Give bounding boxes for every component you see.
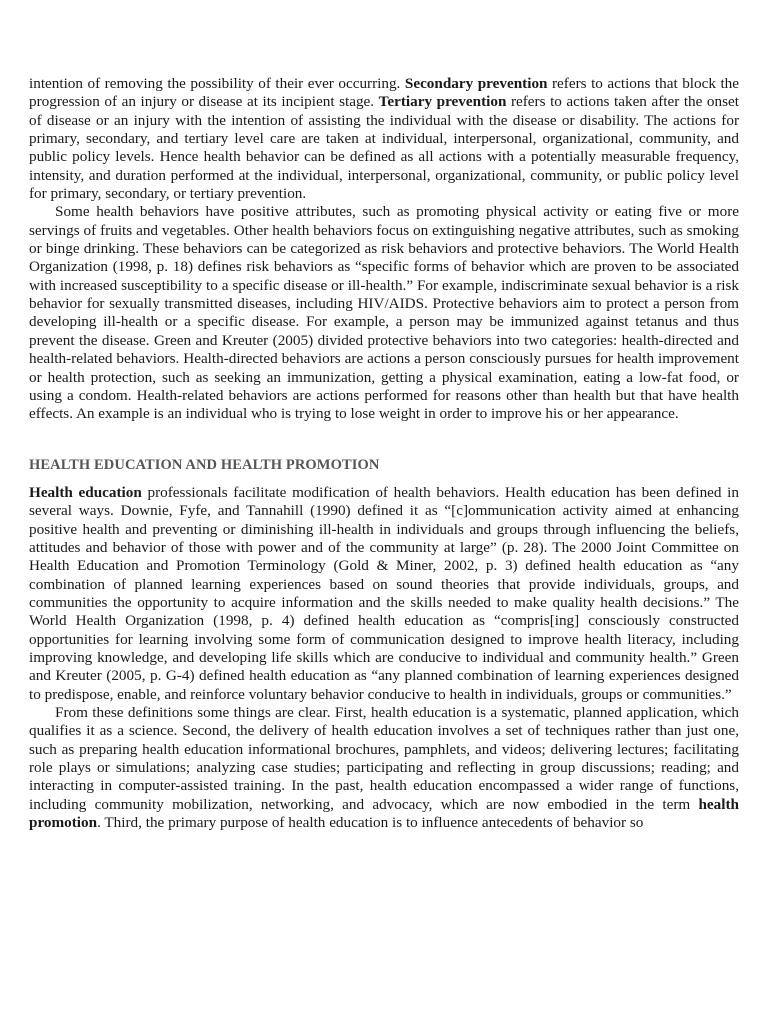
text-run: refers to actions that block the progression of an injury or disease at its incipient stage. <box>29 75 739 111</box>
section-heading: HEALTH EDUCATION AND HEALTH PROMOTION <box>29 456 380 473</box>
text-run: intention of removing the possibility of their ever occurring. <box>29 75 405 92</box>
paragraph-health-education-definitions <box>29 484 739 704</box>
text-run: refers to actions taken after the onset of disease or an injury with the intention of assisting the individual with the disease or disability. The actions for primary, secondary, and tertiary level care are taken at individual, interpersonal, organizational, community, and public policy levels. Hence health behavior can be defined as all actions with a potentially measurable frequency, intensity, and duration performed at the individual, interpersonal, organizational, community, or public policy level for primary, secondary, or tertiary prevention. <box>29 93 739 203</box>
term-health-education: Health education <box>29 483 142 501</box>
text-run: . Third, the primary purpose of health education is to influence antecedents of behavior so <box>97 814 644 832</box>
text-run: From these definitions some things are clear. First, health education is a systematic, planned application, which qualifies it as a science. Second, the delivery of health education involves a set of techniques rather than just one, such as preparing health education informational brochures, pamphlets, and videos; delivering lectures; facilitating role plays or simulations; analyzing case studies; participating and reflecting in group discussions; reading; and interacting in computer-assisted training. In the past, health education encompassed a wider range of functions, including community mobilization, networking, and advocacy, which are now embodied in the term <box>29 704 739 813</box>
paragraph-prevention-levels <box>29 75 739 203</box>
term-health-promotion: health promotion <box>29 795 739 832</box>
document-page <box>29 75 739 832</box>
paragraph-definition-conclusions <box>29 704 739 832</box>
term-tertiary-prevention: Tertiary prevention <box>378 93 507 111</box>
text-run: professionals facilitate modification of health behaviors. Health education has been defined in several ways. Downie, Fyfe, and Tannahill (1990) defined it as “[c]ommunication activity aimed at enhancing positive health and preventing or diminishing ill-health in individuals and groups through influencing the beliefs, attitudes and behavior of those with power and of the community at large” (p. 28). The 2000 Joint Committee on Health Education and Promotion Terminology (Gold & Miner, 2002, p. 3) defined health education as “any combination of planned learning experiences based on sound theories that provide individuals, groups, and communities the opportunity to acquire information and the skills needed to make quality health decisions.” The World Health Organization (1998, p. 4) defined health education as “compris[ing] consciously constructed opportunities for learning involving some form of communication designed to improve health literacy, including improving knowledge, and developing life skills which are conducive to individual and community health.” Green and Kreuter (2005, p. G-4) defined health education as “any planned combination of learning experiences designed to predispose, enable, and reinforce voluntary behavior conducive to health in individuals, groups or communities.” <box>29 483 739 703</box>
paragraph-risk-protective-behaviors: Some health behaviors have positive attributes, such as promoting physical activity or eating five or more servings of fruits and vegetables. Other health behaviors focus on extinguishing negative attributes, such as smoking or binge drinking. These behaviors can be categorized as risk behaviors and protective behaviors. The World Health Organization (1998, p. 18) defines risk behaviors as “specific forms of behavior which are proven to be associated with increased susceptibility to a specific disease or ill-health.” For example, indiscriminate sexual behavior is a risk behavior for sexually transmitted diseases, including HIV/AIDS. Protective behaviors aim to protect a person from developing ill-health or a specific disease. For example, a person may be immunized against tetanus and thus prevent the disease. Green and Kreuter (2005) divided protective behaviors into two categories: health-directed and health-related behaviors. Health-directed behaviors are actions a person consciously pursues for health improvement or health protection, such as seeking an immunization, getting a physical examination, eating a low-fat food, or using a condom. Health-related behaviors are actions performed for reasons other than health but that have health effects. An example is an individual who is trying to lose weight in order to improve his or her appearance. <box>29 203 739 423</box>
term-secondary-prevention: Secondary prevention <box>404 75 548 92</box>
